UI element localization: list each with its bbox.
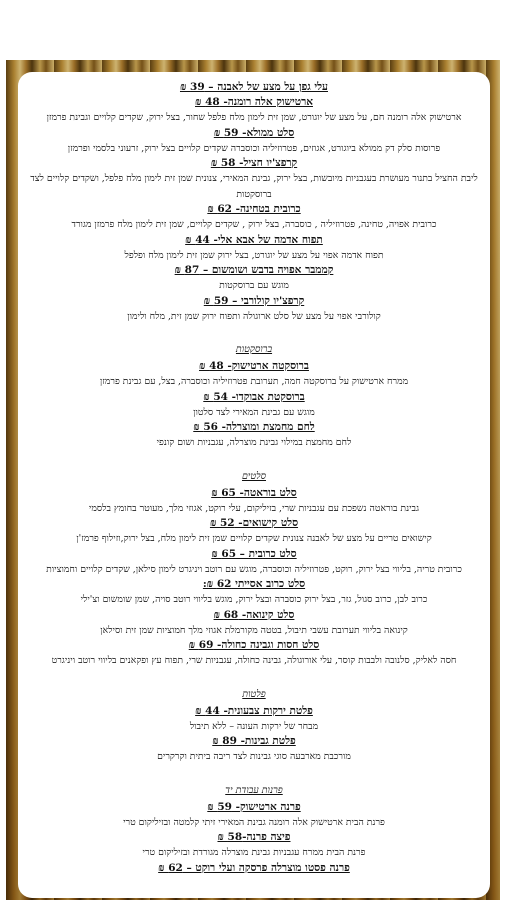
dish-description: תפוח אדמה אפוי על מצע של יוגורט, בצל ירוק שמן זית לימון מלח ופלפל: [124, 249, 384, 261]
dish-description: מורכבת מארבעה סוגי גבינות לצד ריבה ביתית וקרקרים: [157, 751, 351, 762]
dish-name: ברוסקטה ארטישוק- 48 ₪: [199, 360, 309, 372]
section-title: פלטות: [242, 688, 266, 700]
dish-name: סלט קישואים- 52 ₪: [209, 517, 299, 529]
dish-description: כרוב לבן, כרוב סגול, גזר, בצל ירוק כוסברה ובצל ירוק, מוגש בליווי רוטב סויה, שמן שומשום וצ'ילי: [80, 594, 428, 605]
dish-name: סלט ממולא- 59 ₪: [213, 126, 295, 139]
dish-description: מבחר של ירקות העונה – ללא תיבול: [189, 720, 319, 732]
dish-description: קולורבי אפוי על מצע של סלט ארוגולה ותפוח ירוק שמן זית, מלח ולימון: [127, 310, 381, 322]
dish-description: לחם מחמצת במילוי גבינת מוצרלה, עגבניות ושום קונפי: [156, 437, 352, 448]
dish-name: סלט כרוב אסייתי 62 ₪:: [202, 578, 306, 590]
dish-name: עלי גפן על מצע של לאבנה – 39 ₪: [179, 81, 328, 93]
dish-name: סלט בוראטה- 65 ₪: [211, 486, 297, 499]
dish-description: כרובית טריה, בליווי בצל ירוק, רוקט, פטרוזיליה וכוסברה, מוגש עם רוטב ויניגרט לימון סילאן, שקדים קלויים וחמוציות: [46, 563, 462, 575]
dish-description: פרנת הבית ארטישוק אלה רומנה גבינת המאירי זיתי קלמטה ובזיליקום טרי: [123, 816, 385, 828]
dish-name: ארטישוק אלה רומנה- 48 ₪: [195, 96, 313, 108]
dish-description: ארטישוק אלה רומנה חם, על מצע של יוגורט, שמן זית לימון מלח פלפל שחור, בצל ירוק, שקדים קלויים וגבינת פרמזן: [46, 112, 462, 123]
dish-name: לחם מחמצת ומוצרלה- 56 ₪: [193, 421, 315, 433]
dish-description: חסה לאליק, סלנובה ולבבות קוסר, עלי אורוגולה, גבינה כחולה, עגבניות שרי, תפוח עץ ופקאנים בליווי רוטב ויניגרט: [51, 655, 457, 666]
menu-card: [18, 72, 490, 898]
dish-description: גבינת בוראטה נשפכת עם עגבניות שרי, בזיליקום, עלי רוקט, אגוזי מלך, מעוטר בחומץ בלסמי: [88, 502, 420, 514]
dish-name: סלט כרובית – 65 ₪: [211, 547, 297, 560]
menu-content: [18, 72, 490, 876]
dish-name: פרנה פסטו מוצרלה פרסקה ועלי רוקט – 62 ₪: [158, 861, 350, 874]
section-title: סלטים: [241, 470, 266, 482]
dish-description: כרובית אפויה, טחינה, פטרוזיליה , כוסברה, בצל ירוק , שקדים קלויים, שמן זית לימון מלח פרמזן מגורד: [71, 219, 437, 230]
dish-name: פיצה פרנה-58 ₪: [217, 831, 291, 843]
dish-description: פרנת הבית ממרח עגבניות גבינת מוצרלה מגורדת ובזיליקום טרי: [142, 847, 366, 858]
dish-name: תפוח אדמה של אבא אלי- 44 ₪: [185, 233, 323, 246]
dish-name: סלט חסות וגבינה כחולה- 69 ₪: [188, 639, 320, 651]
dish-name: קרפצ'יו חציל- 58 ₪: [210, 157, 298, 169]
dish-description: קינואה בליווי תערובת עשבי תיבול, בטטה מקורמלת אגוזי מלך חמוציות שמן זית וסילאן: [100, 624, 408, 636]
dish-name: פרנה ארטישוק- 59 ₪: [207, 800, 301, 813]
dish-description: ממרח ארטישוק על ברוסקטה חמה, תערובת פטרוזיליה וכוסברה, בצל, עם גבינת פרמזן: [99, 376, 409, 387]
dish-name: פלטת ירקות צבעונית- 44 ₪: [195, 704, 313, 717]
dish-name: קממבר אפויה בדבש ושומשום – 87 ₪: [174, 264, 334, 276]
dish-name: סלט קינואה- 68 ₪: [213, 608, 295, 621]
dish-name: קרפצ'יו קולורבי – 59 ₪: [203, 294, 305, 307]
section-title: פרנות עבודת יד: [225, 784, 283, 796]
dish-name: כרובית בטחינה- 62 ₪: [207, 203, 301, 215]
dish-description: פרוסות סלק דק ממולא ביוגורט, אגוזים, פטרוזיליה וכוסברה שקדים קלויים בצל ירוק, זרעוני בלסמי ופרמזן: [67, 142, 441, 154]
section-title: ברוסקטות: [235, 344, 273, 355]
dish-description: ליבת החציל בתנור מעושרת בעגבניות מיובשות, בצל ירוק, גבינת המאירי, צנונית שמן זית לימון מלח פלפל, ושקדים קלויים לצד ברוסקטות: [30, 173, 478, 200]
dish-name: ברוסקטת אבוקדו- 54 ₪: [203, 390, 305, 403]
dish-description: מוגש עם ברוסקטות: [219, 280, 289, 291]
dish-description: מוגש עם גבינת המאירי לצד סלטון: [193, 406, 315, 418]
dish-name: פלטת גבינות- 89 ₪: [212, 735, 296, 747]
dish-description: קישואים טריים על מצע של לאבנה צנונית שקדים קלויים שמן זית לימון מלח, בצל ירוק,וזילוף פרמז'ן: [76, 533, 432, 544]
